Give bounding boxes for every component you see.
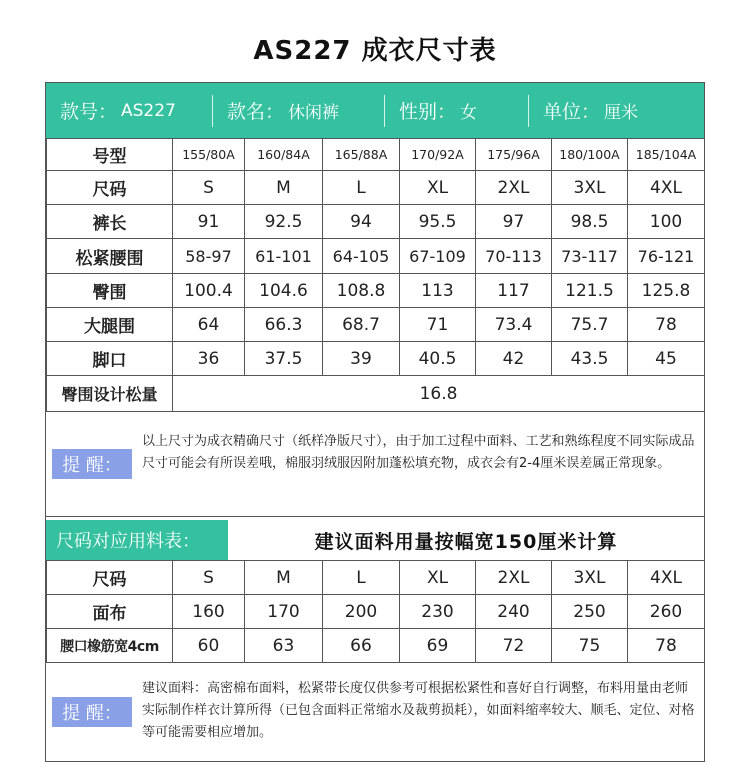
table-cell: 70-113 (476, 239, 552, 274)
info-label: 款名： (227, 101, 285, 123)
table-cell: 66.3 (245, 308, 323, 342)
table-cell: 100 (628, 205, 705, 239)
table-cell: 125.8 (628, 274, 705, 308)
row-label: 臀围 (47, 274, 173, 308)
note-tag: 提 醒： (52, 449, 132, 479)
table-cell: 108.8 (323, 274, 400, 308)
table-row (47, 376, 705, 412)
table-cell: 64-105 (323, 239, 400, 274)
row-label: 尺码 (47, 561, 173, 595)
table-cell: L (323, 561, 400, 595)
table-cell: 170 (245, 595, 323, 629)
row-label: 大腿围 (47, 308, 173, 342)
info-value: 女 (460, 103, 478, 123)
info-label: 单位： (543, 101, 601, 123)
table-cell: XL (400, 561, 476, 595)
table-cell: 64 (173, 308, 245, 342)
info-gender (384, 95, 528, 127)
table-row (47, 139, 705, 171)
table-cell: 260 (628, 595, 705, 629)
info-label: 性别： (399, 101, 457, 123)
table-cell: 91 (173, 205, 245, 239)
table-cell: 75 (552, 629, 628, 663)
table-cell: 75.7 (552, 308, 628, 342)
table-cell: 3XL (552, 561, 628, 595)
size-table (46, 138, 705, 412)
table-cell: 121.5 (552, 274, 628, 308)
table-cell: 2XL (476, 171, 552, 205)
table-cell: 230 (400, 595, 476, 629)
size-code: 160/84A (245, 139, 323, 171)
table-cell: 78 (628, 308, 705, 342)
table-cell: 94 (323, 205, 400, 239)
info-style-name (212, 95, 384, 127)
table-cell: 40.5 (400, 342, 476, 376)
table-cell: 39 (323, 342, 400, 376)
section-tag: 尺码对应用料表： (46, 520, 228, 560)
table-cell: 37.5 (245, 342, 323, 376)
info-label: 款号： (60, 101, 118, 123)
table-row (47, 205, 705, 239)
table-cell: 117 (476, 274, 552, 308)
table-cell: 69 (400, 629, 476, 663)
table-cell: 104.6 (245, 274, 323, 308)
size-code: 165/88A (323, 139, 400, 171)
table-row (47, 561, 705, 595)
info-value: 休闲裤 (288, 103, 340, 123)
table-cell: 98.5 (552, 205, 628, 239)
table-cell: 2XL (476, 561, 552, 595)
table-row (47, 629, 705, 663)
row-label: 脚口 (47, 342, 173, 376)
table-row (47, 274, 705, 308)
row-label: 尺码 (47, 171, 173, 205)
table-row (47, 595, 705, 629)
table-cell: 160 (173, 595, 245, 629)
table-cell: 67-109 (400, 239, 476, 274)
table-row (47, 308, 705, 342)
row-label: 腰口橡筋宽4cm (47, 629, 173, 663)
size-code: 180/100A (552, 139, 628, 171)
table-cell: L (323, 171, 400, 205)
table-cell: S (173, 171, 245, 205)
row-label: 裤长 (47, 205, 173, 239)
table-row (47, 171, 705, 205)
size-chart-frame (45, 82, 705, 762)
note-tag: 提 醒： (52, 697, 132, 727)
note-box (46, 411, 704, 517)
size-code: 175/96A (476, 139, 552, 171)
table-cell: 58-97 (173, 239, 245, 274)
table-cell: 72 (476, 629, 552, 663)
table-cell: M (245, 171, 323, 205)
size-code: 170/92A (400, 139, 476, 171)
table-cell: 43.5 (552, 342, 628, 376)
table-cell: 97 (476, 205, 552, 239)
row-label: 臀围设计松量 (47, 376, 173, 412)
table-cell: 250 (552, 595, 628, 629)
table-cell: 3XL (552, 171, 628, 205)
note-text: 以上尺寸为成衣精确尺寸（纸样净版尺寸），由于加工过程中面料、工艺和熟练程度不同实际成品尺寸可能会有所误差哦，棉服羽绒服因附加蓬松填充物，成衣会有2-4厘米误差属正常现象。 (142, 434, 695, 471)
info-value: AS227 (121, 100, 176, 121)
table-cell: 68.7 (323, 308, 400, 342)
table-cell: 45 (628, 342, 705, 376)
table-cell: 100.4 (173, 274, 245, 308)
note-box (46, 662, 704, 761)
table-cell: 113 (400, 274, 476, 308)
info-unit (528, 95, 704, 127)
row-label: 松紧腰围 (47, 239, 173, 274)
table-cell: 95.5 (400, 205, 476, 239)
info-value: 厘米 (604, 103, 639, 123)
section-title: 建议面料用量按幅宽150厘米计算 (314, 530, 618, 553)
table-cell: 71 (400, 308, 476, 342)
ease-value: 16.8 (173, 376, 705, 412)
size-code: 185/104A (628, 139, 705, 171)
table-cell: 240 (476, 595, 552, 629)
table-cell: XL (400, 171, 476, 205)
table-cell: 78 (628, 629, 705, 663)
table-cell: 66 (323, 629, 400, 663)
table-cell: 76-121 (628, 239, 705, 274)
table-cell: 61-101 (245, 239, 323, 274)
table-cell: 63 (245, 629, 323, 663)
page-title: AS227 成衣尺寸表 (253, 36, 497, 66)
table-row (47, 239, 705, 274)
fabric-table (46, 560, 705, 663)
table-cell: 200 (323, 595, 400, 629)
table-cell: 4XL (628, 171, 705, 205)
row-label: 号型 (47, 139, 173, 171)
table-cell: 73-117 (552, 239, 628, 274)
table-cell: 4XL (628, 561, 705, 595)
table-row (47, 342, 705, 376)
note-text: 建议面料：高密棉布面料，松紧带长度仅供参考可根据松紧性和喜好自行调整，布料用量由老师实际制作样衣计算所得（已包含面料正常缩水及裁剪损耗），如面料缩率较大、顺毛、定位、对格等可能需要相应增加。 (142, 681, 695, 740)
fabric-section-header (46, 520, 704, 560)
table-cell: 42 (476, 342, 552, 376)
table-cell: 73.4 (476, 308, 552, 342)
table-cell: 36 (173, 342, 245, 376)
info-style-no (46, 95, 212, 127)
row-label: 面布 (47, 595, 173, 629)
table-cell: S (173, 561, 245, 595)
size-code: 155/80A (173, 139, 245, 171)
product-info-bar (46, 83, 704, 138)
table-cell: M (245, 561, 323, 595)
table-cell: 92.5 (245, 205, 323, 239)
table-cell: 60 (173, 629, 245, 663)
